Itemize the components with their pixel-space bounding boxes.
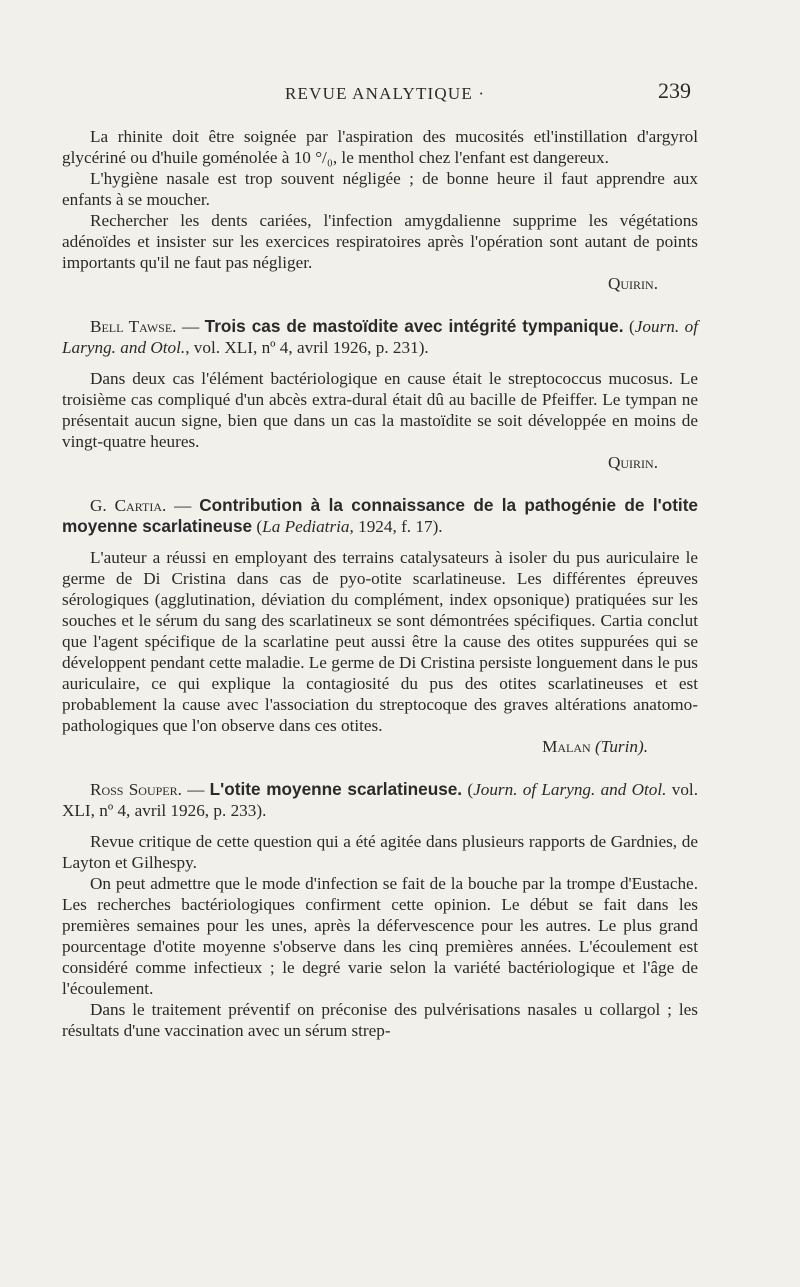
article-3-journal: Journ. of Laryng. and Otol. bbox=[473, 780, 667, 799]
page-content bbox=[62, 126, 698, 1041]
article-3-heading: Ross Souper. — L'otite moyenne scarlatineuse. (Journ. of Laryng. and Otol. vol. XLI, nº 4, avril 1926, p. 233). bbox=[62, 779, 699, 820]
article-2-journal: La Pediatria bbox=[262, 517, 350, 536]
article-1-body: Dans deux cas l'élément bactériologique en cause était le streptococcus mucosus. Le troisième cas compliqué d'un abcès extra-dural était dû au bacille de Pfeiffer. Le tympan ne présentait aucun signe, bien que dans un cas la mastoïdite se soit développée en moins de vingt-quatre heures. bbox=[62, 369, 698, 451]
article-3-body-2: On peut admettre que le mode d'infection se fait de la bouche par la trompe d'Eustache. Les recherches bactériologiques confirment cette opinion. Le début se fait dans les premières semaines pour les unes, après la défervescence pour les autres. Le plus grand pourcentage d'otite moyenne s'observe dans les cinq premières années. L'écoulement est considéré comme infectieux ; le degré varie selon la variété bactériologique et l'âge de l'écoulement. bbox=[62, 874, 698, 998]
article-2-ref: , 1924, f. 17). bbox=[349, 517, 443, 536]
article-3-title: L'otite moyenne scarlatineuse. bbox=[209, 779, 463, 799]
article-2-heading: G. Cartia. — Contribution à la connaissance de la pathogénie de l'otite moyenne scarlatineuse (La Pediatria, 1924, f. 17). bbox=[62, 495, 698, 536]
article-3-author: Ross Souper. bbox=[90, 780, 182, 799]
running-title: REVUE ANALYTIQUE · bbox=[285, 84, 486, 103]
article-1-heading: Bell Tawse. — Trois cas de mastoïdite avec intégrité tympanique. (Journ. of Laryng. and Otol., vol. XLI, nº 4, avril 1926, p. 231). bbox=[62, 316, 699, 357]
article-1-journal: Journ. of Laryng. and Otol. bbox=[62, 317, 699, 357]
article-2-title: Contribution à la connaissance de la pathogénie de l'otite moyenne scarlatineuse bbox=[62, 495, 698, 536]
article-2-ref-open: ( bbox=[256, 517, 263, 536]
article-3-body-1: Revue critique de cette question qui a été agitée dans plusieurs rapports de Gardnies, de Layton et Gilhespy. bbox=[62, 832, 698, 872]
article-3-ref-open: ( bbox=[467, 780, 474, 799]
article-3-body-3: Dans le traitement préventif on préconise des pulvérisations nasales u collargol ; les résultats d'une vaccination avec un sérum strep- bbox=[62, 1000, 698, 1040]
article-1-author: Bell Tawse. bbox=[90, 317, 177, 336]
article-1-ref-open: ( bbox=[629, 317, 635, 336]
article-1-ref: , vol. XLI, nº 4, avril 1926, p. 231). bbox=[185, 338, 429, 357]
article-3-ref: vol. XLI, nº 4, avril 1926, p. 233). bbox=[62, 780, 699, 820]
intro-signature: Quirin. bbox=[607, 274, 658, 293]
article-1-signature: Quirin. bbox=[607, 453, 658, 472]
intro-paragraph-3: Rechercher les dents cariées, l'infection amygdalienne supprime les végétations adénoïdes et insister sur les exercices respiratoires après l'opération sont autant de points importants qu'il ne faut pas négliger. bbox=[62, 211, 698, 272]
article-2-author: G. Cartia. bbox=[90, 496, 167, 515]
article-2-signature-name: Malan bbox=[542, 737, 591, 756]
intro-paragraph-2: L'hygiène nasale est trop souvent négligée ; de bonne heure il faut apprendre aux enfants à se moucher. bbox=[62, 169, 698, 209]
article-1-title: Trois cas de mastoïdite avec intégrité tympanique. bbox=[204, 316, 624, 336]
article-2-signature-place: (Turin). bbox=[594, 737, 648, 756]
page-header bbox=[0, 78, 800, 108]
page-number: 239 bbox=[658, 78, 691, 103]
article-2-signature bbox=[62, 736, 698, 757]
article-2-body: L'auteur a réussi en employant des terrains catalysateurs à isoler du pus auriculaire le germe de Di Cristina dans cas de pyo-otite scarlatineuse. Les différentes épreuves sérologiques (agglutination, déviation du complément, index opsonique) pratiquées sur les souches et le sérum du sang des scarlatineux se sont démontrées spécifiques. Cartia conclut que l'agent spécifique de la scarlatine peut aussi être la cause des otites suppurées qui se développent pendant cette maladie. Le germe de Di Cristina persiste longuement dans le pus auriculaire, ce qui explique la contagiosité du pus des otites scarlatineuses et est probablement la cause avec l'association du streptocoque des graves altérations anatomo-pathologiques que l'on observe dans ces otites. bbox=[62, 548, 698, 735]
intro-paragraph-1: La rhinite doit être soignée par l'aspiration des mucosités etl'instillation d'argyrol glycériné ou d'huile goménolée à 10 °/₀, le menthol chez l'enfant est dangereux. bbox=[62, 127, 698, 167]
